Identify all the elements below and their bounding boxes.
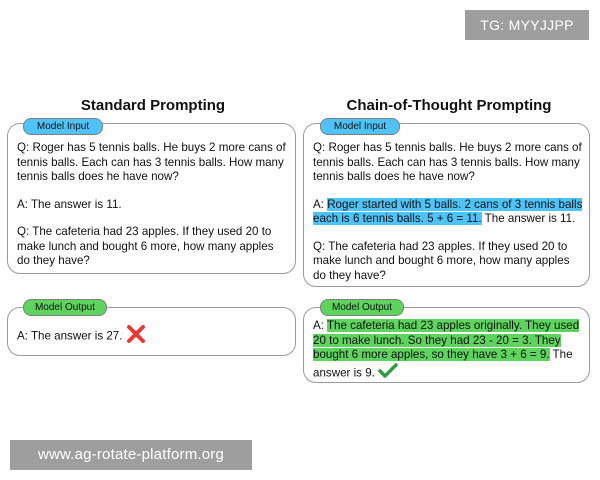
cot-output-reasoning-highlight: The cafeteria had 23 apples originally. They used 20 to make lunch. So they had 23 - 20 = 3. They bought 6 more apples, so they have 3 + 6 = 9. — [313, 319, 580, 361]
standard-output-label: Model Output — [23, 299, 107, 316]
cross-icon — [126, 324, 146, 349]
watermark-top: TG: MYYJJPP — [465, 10, 589, 40]
standard-input-text — [17, 141, 289, 282]
standard-title: Standard Prompting — [80, 97, 226, 114]
cot-input-reasoning-highlight: Roger started with 5 balls. 2 cans of 3 tennis balls each is 6 tennis balls. 5 + 6 = 11. — [313, 197, 583, 225]
standard-input-label: Model Input — [23, 118, 103, 135]
standard-input-q2: Q: The cafeteria had 23 apples. If they used 20 to make lunch and bought 6 more, how many apples do they have? — [17, 225, 274, 267]
cot-input-a-prefix: A: — [313, 197, 328, 211]
check-icon — [378, 363, 398, 384]
cot-input-q1: Q: Roger has 5 tennis balls. He buys 2 more cans of tennis balls. Each can has 3 tennis balls. How many tennis balls does he have now? — [313, 141, 582, 183]
cot-output-suffix: The answer is 9. — [313, 348, 573, 379]
standard-input-q1: Q: Roger has 5 tennis balls. He buys 2 more cans of tennis balls. Each can has 3 tennis balls. How many tennis balls does he have now? — [17, 141, 286, 183]
watermark-bottom: www.ag-rotate-platform.org — [10, 440, 252, 470]
cot-input-a-suffix: The answer is 11. — [481, 212, 576, 225]
cot-input-q2: Q: The cafeteria had 23 apples. If they used 20 to make lunch and bought 6 more, how many apples do they have? — [313, 239, 570, 282]
cot-input-a1 — [313, 198, 585, 227]
standard-input-a1: A: The answer is 11. — [17, 197, 122, 211]
standard-output-answer: A: The answer is 27. — [17, 329, 123, 343]
cot-input-label: Model Input — [320, 118, 400, 135]
cot-output-text — [313, 319, 585, 383]
cot-output-prefix: A: — [313, 319, 327, 332]
cot-output-label: Model Output — [320, 299, 404, 316]
cot-title: Chain-of-Thought Prompting — [346, 97, 552, 114]
cot-input-text — [313, 141, 585, 296]
standard-output-text — [17, 324, 289, 349]
